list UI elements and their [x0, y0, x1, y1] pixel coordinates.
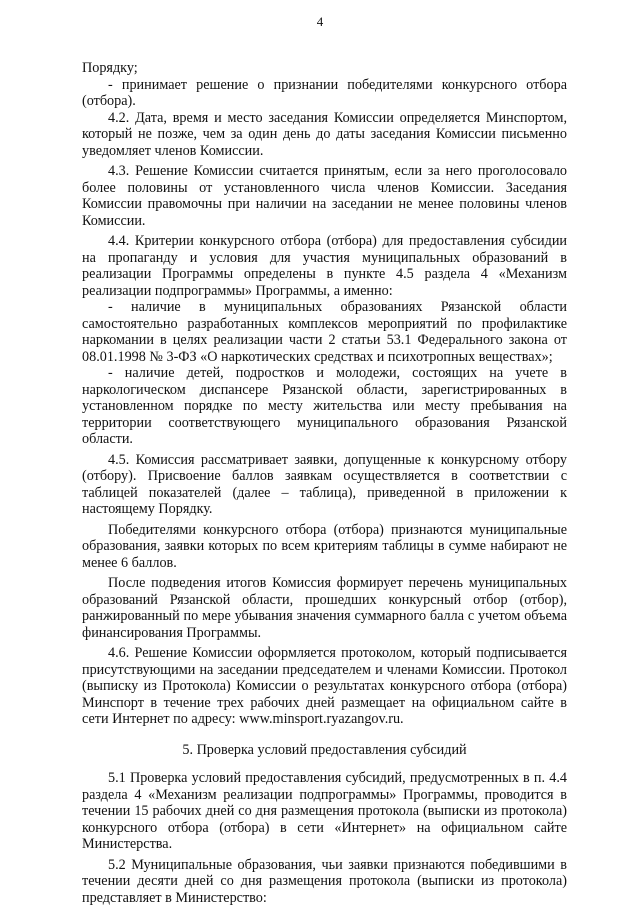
- paragraph: 4.4. Критерии конкурсного отбора (отбора) для предоставления субсидии на пропаганду и условия для участия муниципальных образований в реализации Программы определены в пункте 4.5 раздела 4 «Механизм реализации подпрограммы» Программы, а именно:: [82, 233, 567, 299]
- paragraph: 4.6. Решение Комиссии оформляется протоколом, который подписывается присутствующими на заседании председателем и членами Комиссии. Протокол (выписку из Протокола) Комиссии о результатах конкурсного отбора (отбора) Минспорт в течение трех рабочих дней размещает на официальном сайте в сети Интернет по адресу: www.minsport.ryazangov.ru.: [82, 645, 567, 728]
- paragraph: Порядку;: [82, 60, 567, 77]
- paragraph: После подведения итогов Комиссия формирует перечень муниципальных образований Рязанской области, прошедших конкурсный отбор (отбор), ранжированный по мере убывания значения суммарного балла с учетом объема финансирования Программы.: [82, 575, 567, 641]
- document-body: [82, 60, 567, 906]
- section-heading: 5. Проверка условий предоставления субсидий: [82, 742, 567, 759]
- paragraph: 5.1 Проверка условий предоставления субсидий, предусмотренных в п. 4.4 раздела 4 «Механизм реализации подпрограммы» Программы, проводится в течении 15 рабочих дней со дня размещения протокола (выписки из протокола) конкурсного отбора (отбора) в сети «Интернет» на официальном сайте Министерства.: [82, 770, 567, 853]
- paragraph: 4.3. Решение Комиссии считается принятым, если за него проголосовало более половины от установленного числа членов Комиссии. Заседания Комиссии правомочны при наличии на заседании не менее половины членов Комиссии.: [82, 163, 567, 229]
- paragraph: Победителями конкурсного отбора (отбора) признаются муниципальные образования, заявки которых по всем критериям таблицы в сумме набирают не менее 6 баллов.: [82, 522, 567, 572]
- paragraph: - принимает решение о признании победителями конкурсного отбора (отбора).: [82, 77, 567, 110]
- paragraph: - наличие в муниципальных образованиях Рязанской области самостоятельно разработанных комплексов мероприятий по профилактике наркомании в целях реализации части 2 статьи 53.1 Федерального закона от 08.01.1998 № 3-ФЗ «О наркотических средствах и психотропных веществах»;: [82, 299, 567, 365]
- page-number: 4: [0, 14, 640, 31]
- paragraph: - наличие детей, подростков и молодежи, состоящих на учете в наркологическом диспансере Рязанской области, зарегистрированных в установленном порядке по месту жительства или месту пребывания на территории соответствующего муниципального образования Рязанской области.: [82, 365, 567, 448]
- paragraph: 5.2 Муниципальные образования, чьи заявки признаются победившими в течении десяти дней со дня размещения протокола (выписки из протокола) представляет в Министерство:: [82, 857, 567, 906]
- paragraph: 4.2. Дата, время и место заседания Комиссии определяется Минспортом, который не позже, чем за один день до даты заседания Комиссии письменно уведомляет членов Комиссии.: [82, 110, 567, 160]
- paragraph: 4.5. Комиссия рассматривает заявки, допущенные к конкурсному отбору (отбору). Присвоение баллов заявкам осуществляется в соответствии с таблицей показателей (далее – таблица), приведенной в приложении к настоящему Порядку.: [82, 452, 567, 518]
